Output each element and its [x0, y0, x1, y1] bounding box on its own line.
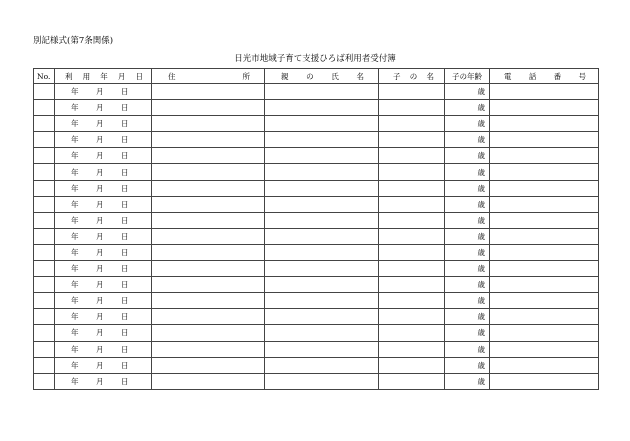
address-cell[interactable]: [152, 164, 265, 180]
age-unit-label: 歳: [477, 328, 485, 338]
month-label: 月: [96, 328, 104, 338]
header-address-char: 所: [242, 71, 250, 81]
day-label: 日: [121, 103, 129, 113]
year-label: 年: [71, 135, 79, 145]
year-label: 年: [71, 199, 79, 209]
month-label: 月: [96, 344, 104, 354]
parent-name-cell[interactable]: [265, 325, 379, 341]
no-cell[interactable]: [34, 325, 55, 341]
date-cell[interactable]: [55, 164, 152, 180]
parent-name-cell[interactable]: [265, 357, 379, 373]
parent-name-cell[interactable]: [265, 196, 379, 212]
month-label: 月: [96, 296, 104, 306]
year-label: 年: [71, 119, 79, 129]
header-parent-char: 氏: [331, 71, 339, 81]
child-age-cell[interactable]: [445, 132, 490, 148]
phone-cell[interactable]: [490, 148, 599, 164]
year-label: 年: [71, 312, 79, 322]
date-cell[interactable]: [55, 196, 152, 212]
header-parent-name: [265, 69, 379, 84]
address-cell[interactable]: [152, 309, 265, 325]
child-name-cell[interactable]: [379, 357, 445, 373]
header-date-char: 利: [65, 71, 73, 81]
date-cell[interactable]: [55, 116, 152, 132]
month-label: 月: [96, 87, 104, 97]
child-age-cell[interactable]: [445, 100, 490, 116]
address-cell[interactable]: [152, 100, 265, 116]
day-label: 日: [121, 264, 129, 274]
phone-cell[interactable]: [490, 132, 599, 148]
date-cell[interactable]: [55, 277, 152, 293]
no-cell[interactable]: [34, 180, 55, 196]
date-cell[interactable]: [55, 293, 152, 309]
date-cell[interactable]: [55, 244, 152, 260]
parent-name-cell[interactable]: [265, 341, 379, 357]
child-name-cell[interactable]: [379, 373, 445, 389]
month-label: 月: [96, 199, 104, 209]
year-label: 年: [71, 264, 79, 274]
address-cell[interactable]: [152, 325, 265, 341]
day-label: 日: [121, 199, 129, 209]
address-cell[interactable]: [152, 180, 265, 196]
parent-name-cell[interactable]: [265, 180, 379, 196]
child-name-cell[interactable]: [379, 293, 445, 309]
child-age-cell[interactable]: [445, 84, 490, 100]
age-unit-label: 歳: [477, 199, 485, 209]
table-row: [34, 228, 599, 244]
month-label: 月: [96, 231, 104, 241]
phone-cell[interactable]: [490, 164, 599, 180]
date-cell[interactable]: [55, 341, 152, 357]
child-age-cell[interactable]: [445, 244, 490, 260]
no-cell[interactable]: [34, 373, 55, 389]
parent-name-cell[interactable]: [265, 132, 379, 148]
month-label: 月: [96, 264, 104, 274]
address-cell[interactable]: [152, 293, 265, 309]
address-cell[interactable]: [152, 244, 265, 260]
year-label: 年: [71, 215, 79, 225]
no-cell[interactable]: [34, 100, 55, 116]
age-unit-label: 歳: [477, 264, 485, 274]
address-cell[interactable]: [152, 228, 265, 244]
age-unit-label: 歳: [477, 296, 485, 306]
no-cell[interactable]: [34, 244, 55, 260]
header-child-age: 子の年齢: [445, 69, 490, 84]
header-child-name: [379, 69, 445, 84]
table-row: [34, 84, 599, 100]
day-label: 日: [121, 328, 129, 338]
month-label: 月: [96, 151, 104, 161]
phone-cell[interactable]: [490, 309, 599, 325]
table-row: [34, 148, 599, 164]
date-cell[interactable]: [55, 132, 152, 148]
header-address-char: 住: [168, 71, 176, 81]
parent-name-cell[interactable]: [265, 212, 379, 228]
child-name-cell[interactable]: [379, 212, 445, 228]
year-label: 年: [71, 183, 79, 193]
header-phone-char: 号: [578, 71, 586, 81]
month-label: 月: [96, 135, 104, 145]
month-label: 月: [96, 103, 104, 113]
age-unit-label: 歳: [477, 215, 485, 225]
parent-name-cell[interactable]: [265, 148, 379, 164]
child-name-cell[interactable]: [379, 277, 445, 293]
year-label: 年: [71, 328, 79, 338]
month-label: 月: [96, 280, 104, 290]
address-cell[interactable]: [152, 277, 265, 293]
month-label: 月: [96, 360, 104, 370]
header-phone-char: 話: [528, 71, 537, 81]
month-label: 月: [96, 376, 104, 386]
no-cell[interactable]: [34, 293, 55, 309]
parent-name-cell[interactable]: [265, 277, 379, 293]
month-label: 月: [96, 215, 104, 225]
age-unit-label: 歳: [477, 344, 485, 354]
age-unit-label: 歳: [477, 103, 485, 113]
header-date-char: 月: [117, 71, 126, 81]
child-name-cell[interactable]: [379, 132, 445, 148]
day-label: 日: [121, 296, 129, 306]
child-name-cell[interactable]: [379, 244, 445, 260]
age-unit-label: 歳: [477, 312, 485, 322]
parent-name-cell[interactable]: [265, 84, 379, 100]
month-label: 月: [96, 119, 104, 129]
table-row: [34, 341, 599, 357]
header-date-char: 日: [135, 71, 143, 81]
child-name-cell[interactable]: [379, 148, 445, 164]
phone-cell[interactable]: [490, 228, 599, 244]
date-cell[interactable]: [55, 148, 152, 164]
date-cell[interactable]: [55, 373, 152, 389]
phone-cell[interactable]: [490, 261, 599, 277]
header-child-char: の: [409, 71, 418, 81]
header-phone-char: 電: [504, 71, 512, 81]
table-row: [34, 212, 599, 228]
child-name-cell[interactable]: [379, 196, 445, 212]
no-cell[interactable]: [34, 341, 55, 357]
day-label: 日: [121, 344, 129, 354]
address-cell[interactable]: [152, 341, 265, 357]
age-unit-label: 歳: [477, 183, 485, 193]
phone-cell[interactable]: [490, 373, 599, 389]
no-cell[interactable]: [34, 84, 55, 100]
child-name-cell[interactable]: [379, 84, 445, 100]
table-row: [34, 277, 599, 293]
address-cell[interactable]: [152, 261, 265, 277]
date-cell[interactable]: [55, 309, 152, 325]
no-cell[interactable]: [34, 357, 55, 373]
phone-cell[interactable]: [490, 341, 599, 357]
day-label: 日: [121, 135, 129, 145]
phone-cell[interactable]: [490, 116, 599, 132]
child-name-cell[interactable]: [379, 164, 445, 180]
year-label: 年: [71, 344, 79, 354]
age-unit-label: 歳: [477, 119, 485, 129]
reception-register-table: [33, 68, 599, 390]
month-label: 月: [96, 247, 104, 257]
table-row: [34, 261, 599, 277]
phone-cell[interactable]: [490, 293, 599, 309]
no-cell[interactable]: [34, 228, 55, 244]
age-unit-label: 歳: [477, 135, 485, 145]
child-age-cell[interactable]: [445, 164, 490, 180]
no-cell[interactable]: [34, 116, 55, 132]
date-cell[interactable]: [55, 325, 152, 341]
year-label: 年: [71, 376, 79, 386]
child-age-cell[interactable]: [445, 116, 490, 132]
parent-name-cell[interactable]: [265, 164, 379, 180]
no-cell[interactable]: [34, 148, 55, 164]
date-cell[interactable]: [55, 84, 152, 100]
date-cell[interactable]: [55, 261, 152, 277]
phone-cell[interactable]: [490, 100, 599, 116]
child-age-cell[interactable]: [445, 277, 490, 293]
age-unit-label: 歳: [477, 231, 485, 241]
address-cell[interactable]: [152, 132, 265, 148]
day-label: 日: [121, 167, 129, 177]
day-label: 日: [121, 247, 129, 257]
header-parent-char: 名: [356, 71, 364, 81]
day-label: 日: [121, 376, 129, 386]
table-row: [34, 196, 599, 212]
parent-name-cell[interactable]: [265, 244, 379, 260]
header-child-char: 子: [393, 71, 401, 81]
age-unit-label: 歳: [477, 167, 485, 177]
table-row: [34, 180, 599, 196]
address-cell[interactable]: [152, 196, 265, 212]
parent-name-cell[interactable]: [265, 116, 379, 132]
age-unit-label: 歳: [477, 360, 485, 370]
address-cell[interactable]: [152, 148, 265, 164]
day-label: 日: [121, 87, 129, 97]
child-name-cell[interactable]: [379, 100, 445, 116]
table-row: [34, 164, 599, 180]
year-label: 年: [71, 151, 79, 161]
month-label: 月: [96, 312, 104, 322]
register-body: [34, 84, 599, 390]
table-row: [34, 100, 599, 116]
phone-cell[interactable]: [490, 180, 599, 196]
header-no: No.: [34, 69, 55, 84]
day-label: 日: [121, 183, 129, 193]
day-label: 日: [121, 231, 129, 241]
year-label: 年: [71, 247, 79, 257]
phone-cell[interactable]: [490, 277, 599, 293]
child-age-cell[interactable]: [445, 228, 490, 244]
age-unit-label: 歳: [477, 376, 485, 386]
parent-name-cell[interactable]: [265, 100, 379, 116]
child-name-cell[interactable]: [379, 341, 445, 357]
table-row: [34, 244, 599, 260]
table-row: [34, 116, 599, 132]
header-phone: [490, 69, 599, 84]
month-label: 月: [96, 183, 104, 193]
no-cell[interactable]: [34, 132, 55, 148]
child-name-cell[interactable]: [379, 228, 445, 244]
parent-name-cell[interactable]: [265, 261, 379, 277]
no-cell[interactable]: [34, 261, 55, 277]
day-label: 日: [121, 151, 129, 161]
no-cell[interactable]: [34, 196, 55, 212]
no-cell[interactable]: [34, 277, 55, 293]
year-label: 年: [71, 87, 79, 97]
header-date-char: 年: [100, 71, 108, 81]
age-unit-label: 歳: [477, 280, 485, 290]
child-name-cell[interactable]: [379, 309, 445, 325]
no-cell[interactable]: [34, 164, 55, 180]
date-cell[interactable]: [55, 212, 152, 228]
header-phone-char: 番: [553, 71, 562, 81]
date-cell[interactable]: [55, 357, 152, 373]
table-row: [34, 132, 599, 148]
header-date-char: 用: [82, 71, 91, 81]
day-label: 日: [121, 119, 129, 129]
form-title: 日光市地域子育て支援ひろば利用者受付簿: [234, 54, 396, 64]
day-label: 日: [121, 360, 129, 370]
table-row: [34, 309, 599, 325]
date-cell[interactable]: [55, 180, 152, 196]
child-age-cell[interactable]: [445, 148, 490, 164]
phone-cell[interactable]: [490, 357, 599, 373]
parent-name-cell[interactable]: [265, 228, 379, 244]
header-parent-char: 親: [281, 71, 289, 81]
phone-cell[interactable]: [490, 84, 599, 100]
day-label: 日: [121, 280, 129, 290]
address-cell[interactable]: [152, 357, 265, 373]
child-age-cell[interactable]: [445, 325, 490, 341]
phone-cell[interactable]: [490, 244, 599, 260]
parent-name-cell[interactable]: [265, 293, 379, 309]
child-age-cell[interactable]: [445, 309, 490, 325]
parent-name-cell[interactable]: [265, 373, 379, 389]
age-unit-label: 歳: [477, 247, 485, 257]
year-label: 年: [71, 103, 79, 113]
no-cell[interactable]: [34, 212, 55, 228]
table-row: [34, 357, 599, 373]
table-row: [34, 293, 599, 309]
child-name-cell[interactable]: [379, 116, 445, 132]
header-child-char: 名: [426, 71, 434, 81]
year-label: 年: [71, 360, 79, 370]
date-cell[interactable]: [55, 228, 152, 244]
parent-name-cell[interactable]: [265, 309, 379, 325]
form-reference: 別記様式(第7条関係): [33, 36, 114, 46]
day-label: 日: [121, 215, 129, 225]
date-cell[interactable]: [55, 100, 152, 116]
age-unit-label: 歳: [477, 87, 485, 97]
child-age-cell[interactable]: [445, 293, 490, 309]
year-label: 年: [71, 296, 79, 306]
child-name-cell[interactable]: [379, 261, 445, 277]
year-label: 年: [71, 231, 79, 241]
child-name-cell[interactable]: [379, 325, 445, 341]
year-label: 年: [71, 167, 79, 177]
child-age-cell[interactable]: [445, 357, 490, 373]
age-unit-label: 歳: [477, 151, 485, 161]
child-age-cell[interactable]: [445, 196, 490, 212]
day-label: 日: [121, 312, 129, 322]
child-name-cell[interactable]: [379, 180, 445, 196]
child-age-cell[interactable]: [445, 373, 490, 389]
address-cell[interactable]: [152, 212, 265, 228]
header-row: [34, 69, 599, 84]
header-parent-char: の: [306, 71, 314, 81]
child-age-cell[interactable]: [445, 212, 490, 228]
table-row: [34, 373, 599, 389]
child-age-cell[interactable]: [445, 341, 490, 357]
child-age-cell[interactable]: [445, 180, 490, 196]
phone-cell[interactable]: [490, 325, 599, 341]
table-row: [34, 325, 599, 341]
phone-cell[interactable]: [490, 196, 599, 212]
address-cell[interactable]: [152, 84, 265, 100]
header-date: [55, 69, 152, 84]
month-label: 月: [96, 167, 104, 177]
address-cell[interactable]: [152, 116, 265, 132]
year-label: 年: [71, 280, 79, 290]
address-cell[interactable]: [152, 373, 265, 389]
phone-cell[interactable]: [490, 212, 599, 228]
no-cell[interactable]: [34, 309, 55, 325]
child-age-cell[interactable]: [445, 261, 490, 277]
header-address: [152, 69, 265, 84]
